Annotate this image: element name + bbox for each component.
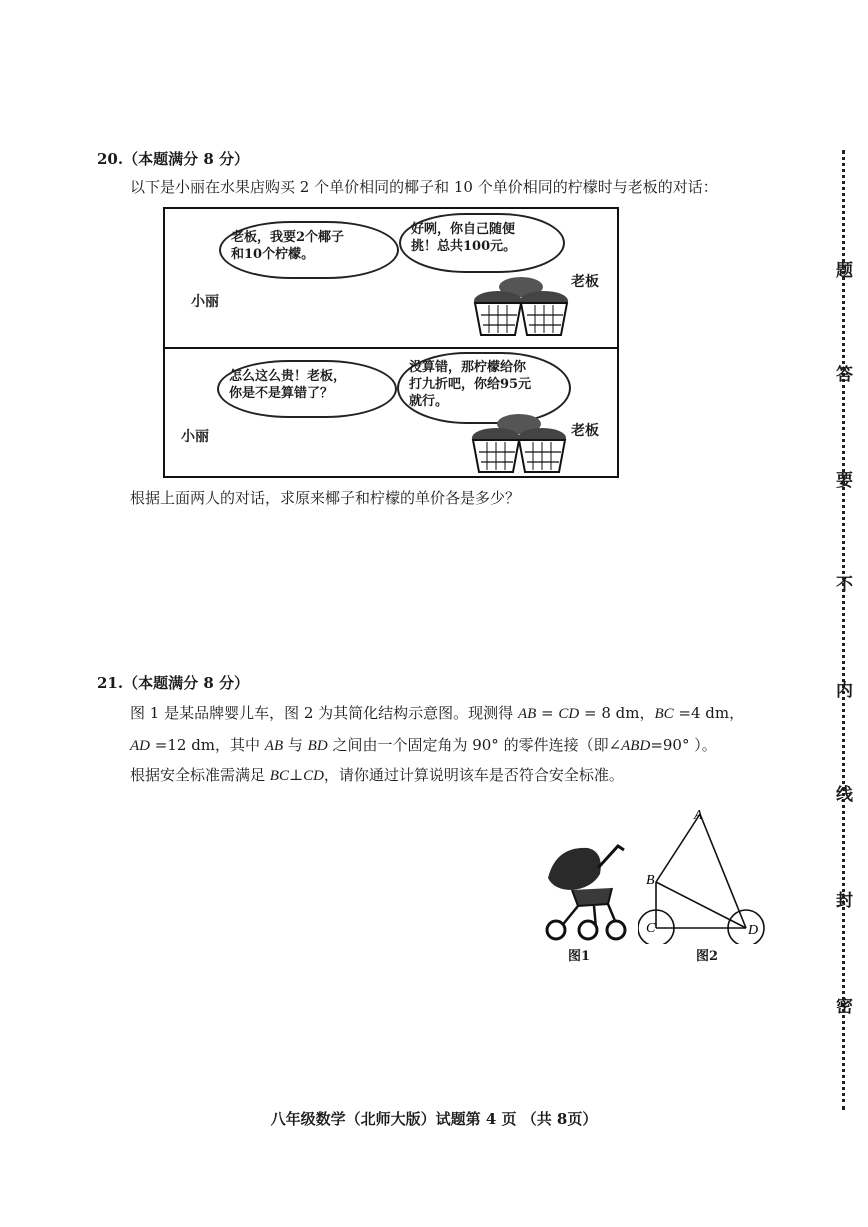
bubble-text: 没算错，那柠檬给你 (409, 360, 527, 375)
q20-header (97, 148, 249, 169)
text: 之间由一个固定角为 90° 的零件连接（即∠ (327, 736, 622, 754)
q20-comic (163, 207, 619, 478)
text: 根据安全标准需满足 (130, 766, 270, 784)
bubble-text: 你是不是算错了？ (229, 386, 334, 401)
speaker-xiaoli: 小丽 (181, 429, 209, 445)
q21-line-3 (130, 759, 624, 792)
bubble-text: 打九折吧，你给95元 (409, 377, 532, 392)
q20-question: 根据上面两人的对话，求原来椰子和柠檬的单价各是多少？ (130, 489, 521, 507)
math-var: AB (264, 738, 284, 754)
q20-intro: 以下是小丽在水果店购买 2 个单价相同的椰子和 10 个单价相同的柠檬时与老板的对话： (130, 178, 718, 196)
math-var: BC (269, 768, 289, 784)
seal-char: 要 (836, 471, 853, 491)
q21-line-1 (130, 697, 744, 730)
perpendicular-symbol: ⊥ (288, 766, 304, 784)
seal-char: 答 (836, 365, 853, 385)
stroller-icon (538, 838, 630, 942)
fig2-caption: 图2 (696, 949, 719, 964)
comic-panel-2 (165, 348, 617, 476)
math-var: CD (558, 706, 580, 722)
seal-char: 封 (836, 891, 853, 911)
text: =90° ）。 (650, 736, 717, 754)
bubble-text: 怎么这么贵！老板， (229, 369, 347, 384)
xiaoli-bubble-2 (217, 360, 397, 418)
text: = 8 dm， (579, 704, 655, 722)
q21-score: （本题满分 8 分） (123, 674, 249, 692)
q21-header (97, 672, 249, 693)
q20-number: 20. (97, 150, 124, 168)
q20-score: （本题满分 8 分） (123, 150, 249, 168)
seal-char: 密 (836, 997, 853, 1017)
speaker-boss: 老板 (571, 274, 599, 290)
text: =12 dm，其中 (150, 736, 265, 754)
bubble-text: 就行。 (409, 394, 449, 409)
math-var: AD (130, 738, 150, 754)
q21-number: 21. (97, 674, 124, 692)
math-var: AB (517, 706, 537, 722)
bubble-text: 挑！总共100元。 (411, 239, 517, 254)
point-b-label: B (646, 873, 655, 888)
q21-line-2 (130, 729, 717, 762)
bubble-text: 和10个柠檬。 (231, 247, 315, 262)
text: 与 (283, 736, 308, 754)
math-var: CD (303, 768, 324, 784)
seal-char: 线 (836, 785, 853, 805)
seal-char: 题 (836, 261, 853, 281)
text: =4 dm， (673, 704, 745, 722)
seal-dotted-line (842, 150, 845, 1110)
speaker-boss: 老板 (571, 423, 599, 439)
boss-bubble-1 (399, 213, 565, 273)
xiaoli-bubble-1 (219, 221, 399, 279)
seal-char: 不 (836, 575, 853, 595)
text: ，请你通过计算说明该车是否符合安全标准。 (323, 766, 624, 784)
fig1-caption: 图1 (568, 949, 591, 964)
point-a-label: A (694, 808, 703, 823)
bubble-text: 好咧，你自己随便 (411, 222, 516, 237)
fruit-baskets-icon (469, 410, 569, 476)
fruit-baskets-icon (471, 271, 571, 341)
math-var: BD (307, 738, 328, 754)
speaker-xiaoli: 小丽 (191, 294, 219, 310)
text: = (536, 704, 559, 722)
math-var: ABD (621, 738, 651, 754)
page-footer: 八年级数学（北师大版）试题第 4 页 （共 8页） (270, 1110, 598, 1128)
geometry-figure (638, 804, 770, 944)
seal-char: 内 (836, 681, 853, 701)
bubble-text: 老板，我要2个椰子 (231, 230, 345, 245)
point-d-label: D (748, 923, 759, 938)
text: 图 1 是某品牌婴儿车，图 2 为其简化结构示意图。现测得 (130, 704, 518, 722)
math-var: BC (654, 706, 674, 722)
comic-panel-1 (165, 209, 617, 349)
point-c-label: C (646, 921, 656, 936)
